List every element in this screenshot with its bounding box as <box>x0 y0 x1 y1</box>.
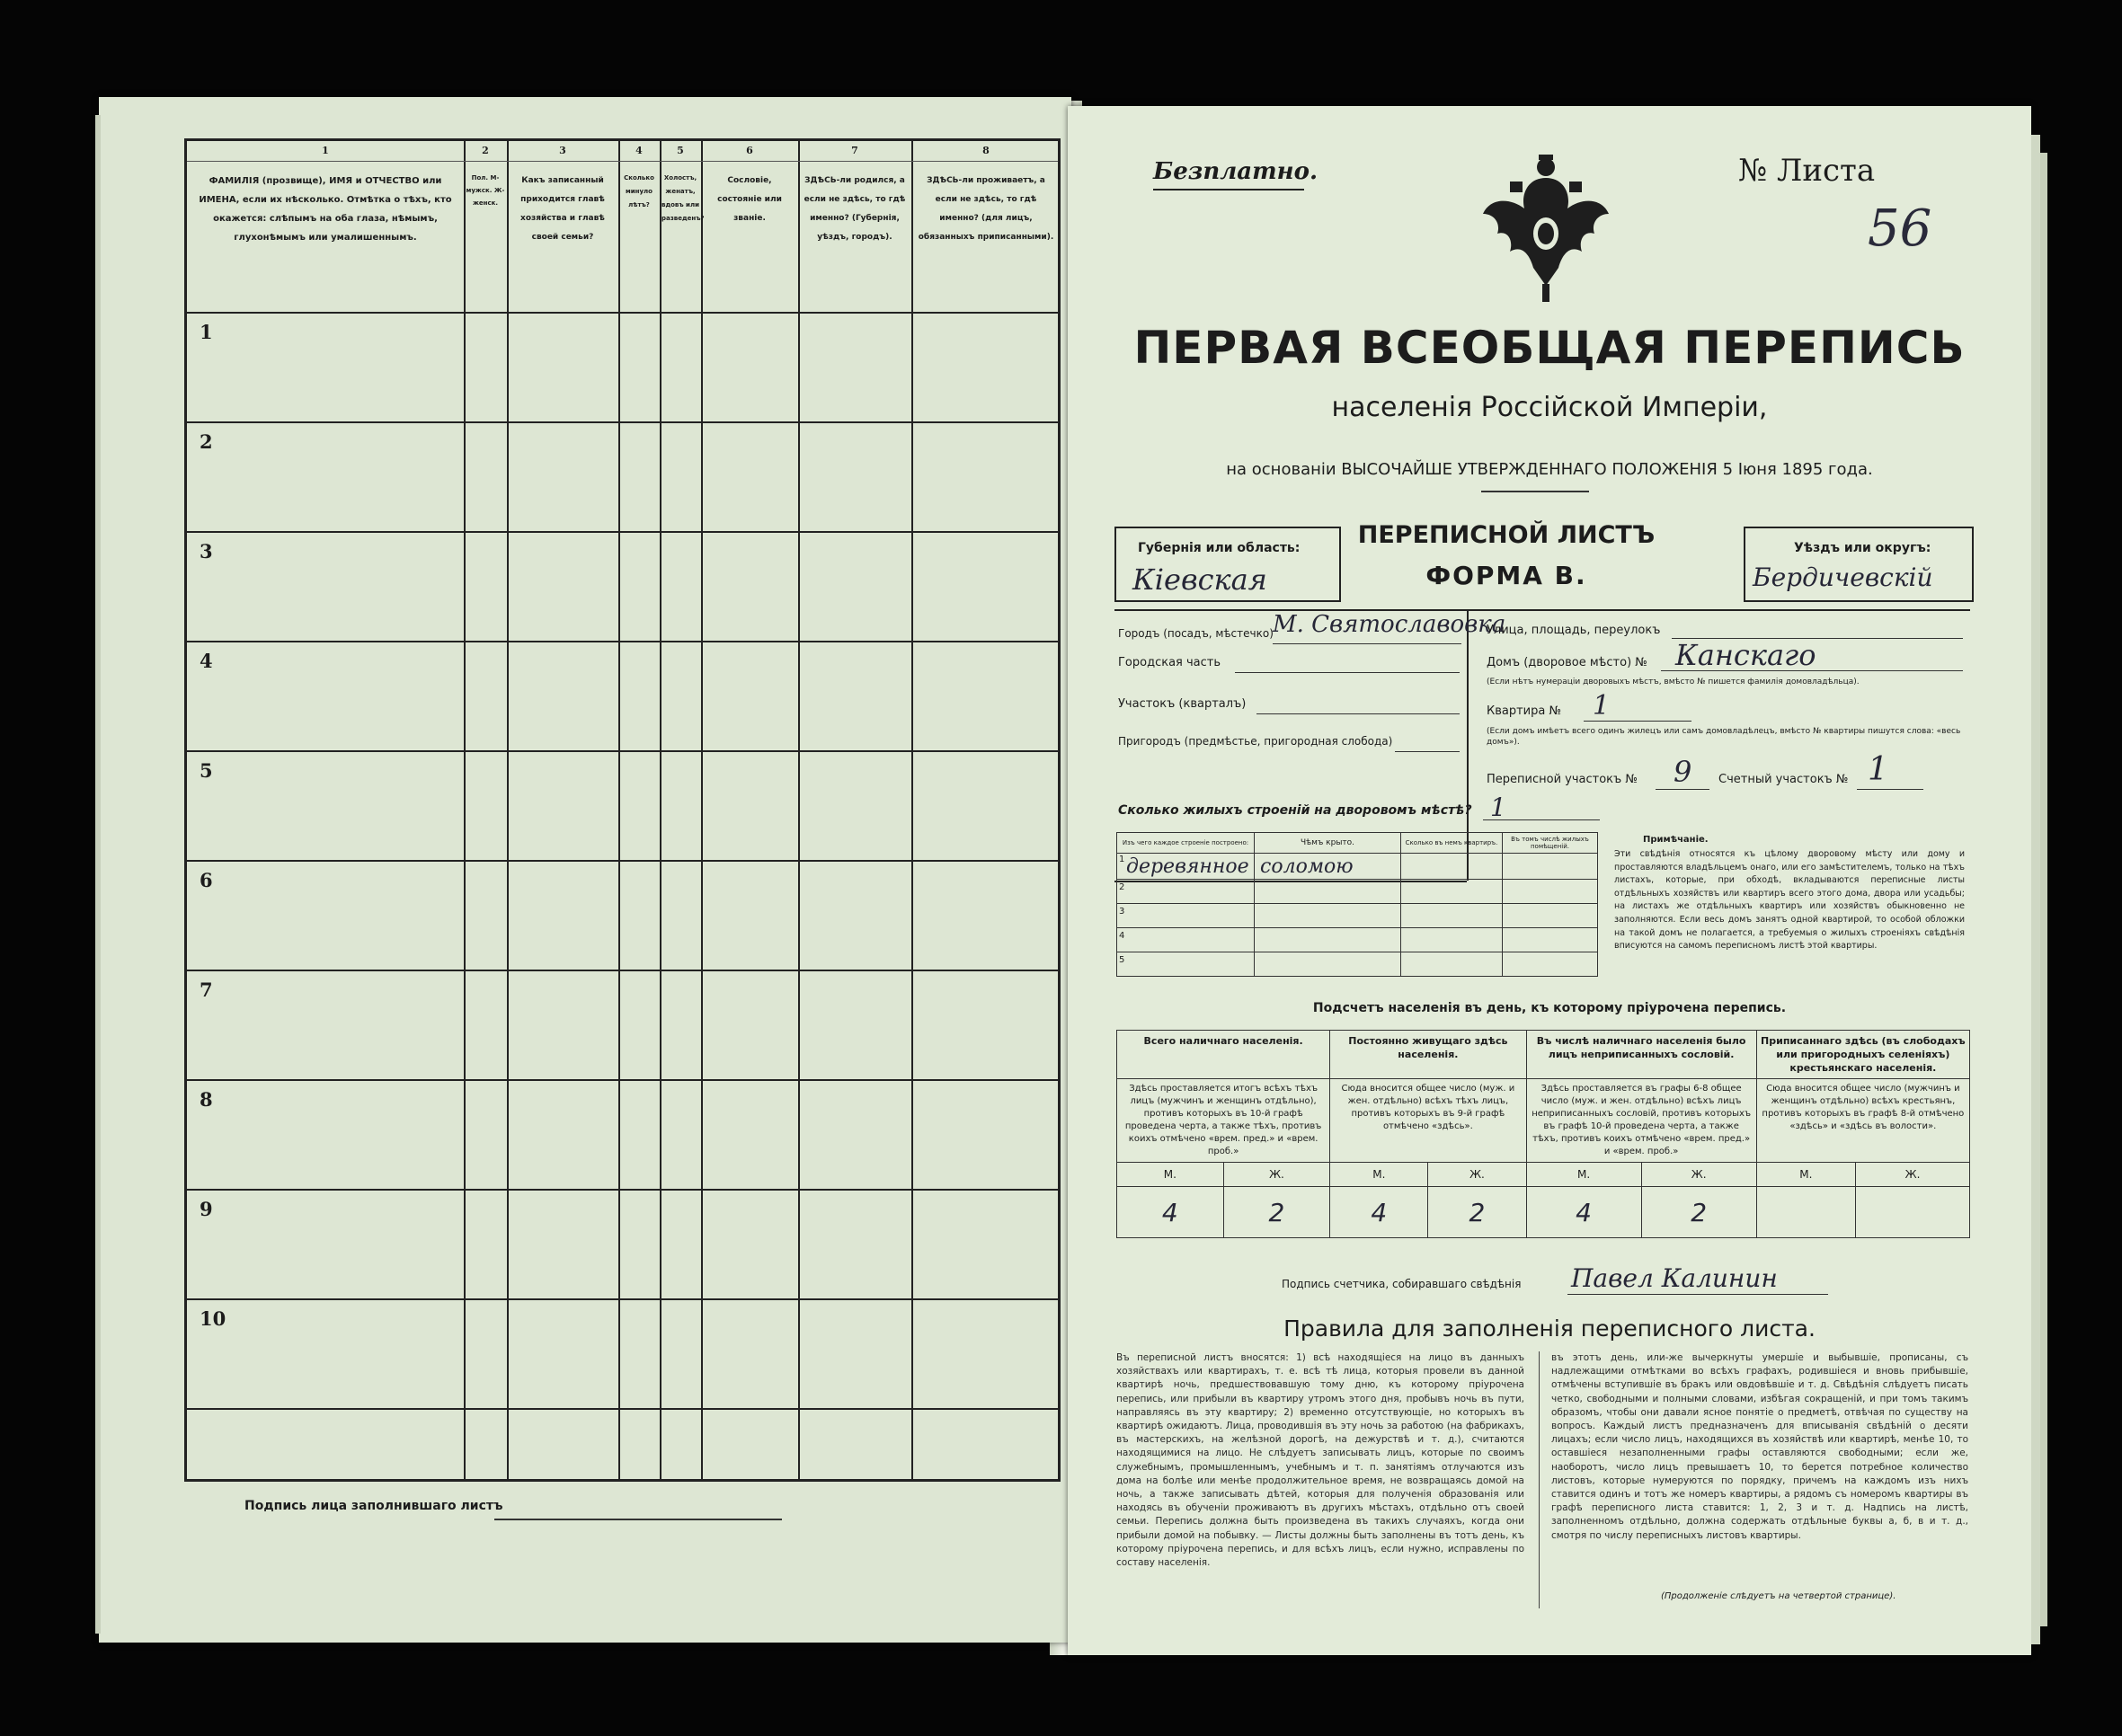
row-number-6: 6 <box>200 869 213 891</box>
apartment-label: Квартира № <box>1487 704 1562 718</box>
sheet-number-label: № Листа <box>1738 153 1876 189</box>
rules-continued: (Продолженіе слѣдуетъ на четвертой странице). <box>1661 1591 1896 1601</box>
building-row-number: 3 <box>1119 907 1125 917</box>
form-title: ПЕРЕПИСНОЙ ЛИСТЪ <box>1357 521 1656 549</box>
col-num-2: 2 <box>482 145 489 156</box>
buildings-value: 1 <box>1490 793 1506 822</box>
pop-value: 4 <box>1117 1187 1224 1238</box>
street-label: Улица, площадь, переулокъ <box>1487 624 1661 637</box>
counter-district-value: 1 <box>1868 751 1888 788</box>
city-part-label: Городская часть <box>1118 656 1221 669</box>
gubernia-value: Кіевская <box>1132 562 1267 597</box>
col-num-4: 4 <box>635 145 643 156</box>
pop-value: 4 <box>1526 1187 1641 1238</box>
page-title: ПЕРВАЯ ВСЕОБЩАЯ ПЕРЕПИСЬ <box>1133 322 1966 374</box>
enumerator-value: Павел Калинин <box>1571 1263 1778 1293</box>
sex-label: Ж. <box>1223 1163 1330 1187</box>
col-num-6: 6 <box>746 145 753 156</box>
sex-label: М. <box>1526 1163 1641 1187</box>
col-num-5: 5 <box>677 145 684 156</box>
uezd-value: Бердичевскій <box>1753 562 1933 592</box>
col-num-8: 8 <box>982 145 990 156</box>
col-header-residence: ЗДѢСЬ-ли проживаетъ, а если не здѣсь, то гдѣ именно? (для лицъ, обязанныхъ приписанными). <box>918 176 1054 242</box>
row-number-4: 4 <box>200 650 213 672</box>
pop-value: 2 <box>1641 1187 1756 1238</box>
row-number-1: 1 <box>200 321 213 343</box>
census-district-value: 9 <box>1674 755 1692 789</box>
gubernia-label: Губернія или область: <box>1138 541 1301 555</box>
pop-value: 2 <box>1428 1187 1526 1238</box>
sex-label: М. <box>1330 1163 1428 1187</box>
free-underline <box>1153 189 1304 190</box>
right-page-edge <box>2031 135 2040 1644</box>
city-label: Городъ (посадъ, мѣстечко) <box>1118 627 1274 640</box>
rules-column-2: въ этотъ день, или-же вычеркнуты умершіе и выбывшіе, прописаны, съ надлежащими отмѣтками во всѣхъ графахъ, родившіеся и вновь прибывшіе, отмѣчены вступившіе въ бракъ или овдовѣвшіе и т. д. Свѣдѣнія слѣдуетъ писать четко, свободными и полными словами, избѣгая сокращеній, и при томъ такимъ образомъ, чтобы они давали ясное понятіе о предметѣ, отвѣчая по существу на вопросъ. Каждый листъ предназначенъ для вписыванія свѣдѣній о десяти лицахъ; если число лицъ, находящихся въ хозяйствѣ или квартирѣ, менѣе 10, то оставшіеся незаполненными графы оставляются свободными; если же, наоборотъ, число лицъ превышаетъ 10, то берется потребное количество листовъ, которые нумеруются по порядку, причемъ на каждомъ изъ нихъ ставится одинъ и тотъ же номеръ квартиры, а рядомъ съ номеромъ квартиры въ графѣ переписного листа ставится: 1, 2, 3 и т. д. Надпись на листѣ, заполненномъ отдѣльно, должна содержать отдѣльные буквы а, б, в и т. д., смотря по числу переписныхъ листовъ квартиры. <box>1551 1352 1968 1541</box>
pop-desc-permanent: Сюда вносится общее число (муж. и жен. отдѣльно) всѣхъ тѣхъ лицъ, противъ которыхъ въ 9-й графѣ отмѣчено «здѣсь». <box>1330 1079 1526 1163</box>
row-number-2: 2 <box>200 430 213 453</box>
house-label: Домъ (дворовое мѣсто) № <box>1487 656 1647 669</box>
pop-value <box>1756 1187 1855 1238</box>
col-num-7: 7 <box>851 145 858 156</box>
person-table <box>184 138 1061 1482</box>
right-page-edge <box>2040 153 2047 1626</box>
page-subtitle: населенія Россійской Имперіи, <box>1331 392 1768 423</box>
buildings-header-material: Изъ чего каждое строеніе построено: <box>1117 833 1255 854</box>
row-number-8: 8 <box>200 1088 213 1111</box>
pop-head-peasant: Приписаннаго здѣсь (въ слободахъ или пригородныхъ селеніяхъ) крестьянскаго населенія. <box>1756 1031 1969 1079</box>
building-row-number: 1 <box>1119 855 1125 864</box>
note-text: Эти свѣдѣнія относятся къ цѣлому дворовому мѣсту или дому и проставляются владѣльцемъ онаго, или его замѣстителемъ, только на тѣхъ листахъ, которые, при обходѣ, вкладываются переписные листы отдѣльныхъ хозяйствъ или квартиръ всего этого дома, двора или усадьбы; на листахъ же отдѣльныхъ квартиръ или хозяйствъ обыкновенно не заполняются. Если весь домъ занятъ одной квартирой, то особой обложки на такой домъ не полагается, а требуемыя о жилыхъ строеніяхъ свѣдѣнія вписуются на самомъ переписномъ листѣ этой квартиры. <box>1614 849 1965 952</box>
building-roof: соломою <box>1260 855 1354 878</box>
counter-district-label: Счетный участокъ № <box>1718 773 1849 786</box>
pop-desc-nonpeasant: Здѣсь проставляется въ графы 6-8 общее число (муж. и жен. отдѣльно) всѣхъ лицъ неприписанныхъ сословій, противъ которыхъ въ графѣ 10-й проведена черта, а также тѣхъ, противъ коихъ отмѣчено «врем. пред.» и «врем. проб.» <box>1526 1079 1756 1163</box>
left-page-edge <box>95 115 101 1634</box>
pop-head-permanent: Постоянно живущаго здѣсь населенія. <box>1330 1031 1526 1079</box>
title-rule <box>1481 491 1589 492</box>
buildings-header-roof: Чѣмъ крыто. <box>1255 833 1401 854</box>
building-material: деревянное <box>1126 855 1249 878</box>
buildings-label: Сколько жилыхъ строеній на дворовомъ мѣстѣ? <box>1118 803 1472 818</box>
col-header-age: Сколько минуло лѣтъ? <box>624 174 654 208</box>
legal-basis: на основаніи ВЫСОЧАЙШЕ УТВЕРЖДЕННАГО ПОЛОЖЕНІЯ 5 Іюня 1895 года. <box>1226 460 1873 479</box>
rules-title: Правила для заполненія переписного листа. <box>1283 1315 1816 1342</box>
building-row-number: 4 <box>1119 931 1125 941</box>
row-number-9: 9 <box>200 1198 213 1220</box>
left-page <box>99 97 1071 1643</box>
col-header-relation: Какъ записанный приходится главѣ хозяйства и главѣ своей семьи? <box>520 176 605 242</box>
pop-value: 4 <box>1330 1187 1428 1238</box>
pop-head-present: Всего наличнаго населенія. <box>1117 1031 1330 1079</box>
form-name: ФОРМА В. <box>1425 561 1587 590</box>
apartment-value: 1 <box>1593 690 1611 722</box>
buildings-header-rooms: Въ томъ числѣ жилыхъ помѣщеній. <box>1503 833 1598 854</box>
row-number-5: 5 <box>200 759 213 782</box>
note-heading: Примѣчаніе. <box>1643 835 1709 845</box>
col-header-estate: Сословіе, состояніе или званіе. <box>717 176 782 223</box>
pop-desc-present: Здѣсь проставляется итогъ всѣхъ тѣхъ лицъ (мужчинъ и женщинъ отдѣльно), противъ которыхъ въ 10-й графѣ проведена черта, а также тѣхъ, противъ коихъ отмѣчено «врем. пред.» и «врем. проб.» <box>1117 1079 1330 1163</box>
col-header-sex: Пол. М-мужск. Ж-женск. <box>466 174 505 207</box>
col-header-birthplace: ЗДѢСЬ-ли родился, а если не здѣсь, то гдѣ именно? (Губернія, уѣздъ, городъ). <box>804 176 906 242</box>
imperial-eagle-emblem <box>1474 151 1618 304</box>
row-number-10: 10 <box>200 1307 226 1330</box>
sex-label: Ж. <box>1856 1163 1970 1187</box>
sex-label: Ж. <box>1428 1163 1526 1187</box>
suburb-label: Пригородъ (предмѣстье, пригородная слобода) <box>1118 735 1393 748</box>
house-note: (Если нѣтъ нумераціи дворовыхъ мѣстъ, вмѣсто № пишется фамилія домовладѣльца). <box>1487 678 1860 686</box>
pop-desc-peasant: Сюда вносится общее число (мужчинъ и женщинъ отдѣльно) всѣхъ крестьянъ, противъ которыхъ въ графѣ 8-й отмѣчено «здѣсь» и «здѣсь въ волости». <box>1756 1079 1969 1163</box>
buildings-header-apartments: Сколько въ немъ квартиръ. <box>1401 833 1503 854</box>
signature-line <box>494 1519 782 1520</box>
population-heading: Подсчетъ населенія въ день, къ которому пріурочена перепись. <box>1312 1001 1787 1015</box>
population-table <box>1116 1030 1970 1238</box>
col-num-3: 3 <box>559 145 566 156</box>
enumerator-label: Подпись счетчика, собиравшаго свѣдѣнія <box>1282 1278 1522 1290</box>
col-header-marital: Холостъ, женатъ, вдовъ или разведенъ? <box>661 174 705 222</box>
col-num-1: 1 <box>322 145 329 156</box>
city-value: М. Святославовка <box>1273 611 1506 638</box>
rules-column-1: Въ переписной листъ вносятся: 1) всѣ находящіеся на лицо въ данныхъ хозяйствахъ или квартирахъ, т. е. всѣ тѣ лица, которыя провели въ данной квартирѣ ночь, предшествовавшую тому дню, къ которому пріурочена перепись, или прибыли въ квартиру утромъ этого дня, пробывъ ночь въ пути, направляясь въ эту квартиру; 2) временно отсутствующіе, но которыхъ въ квартирѣ ожидаютъ. Лица, проводившія въ эту ночь за работою (на фабрикахъ, въ мастерскихъ, на желѣзной дорогѣ, на дежурствѣ и т. д.), считаются находящимися на лицо. Не слѣдуетъ записывать лицъ, которые по своимъ служебнымъ, промышленнымъ, учебнымъ и т. п. занятіямъ отлучаются изъ дома на болѣе или менѣе продолжительное время, не возвращаясь домой на ночь, а также записывать дѣтей, которыя для полученія образованія или находясь въ обученіи проживаютъ въ другихъ мѣстахъ, отдѣльно отъ своей семьи. Перепись должна быть произведена въ такихъ случаяхъ, когда они прибыли домой на побывку. — Листы должны быть заполнены въ тотъ день, къ которому пріурочена перепись, и для всѣхъ лицъ, если нужно, исправлены по составу населенія. <box>1116 1352 1524 1569</box>
rules-divider <box>1539 1351 1540 1608</box>
pop-value: 2 <box>1223 1187 1330 1238</box>
building-row-number: 2 <box>1119 882 1125 892</box>
free-label: Безплатно. <box>1153 158 1318 185</box>
sex-label: М. <box>1117 1163 1224 1187</box>
col-header-name: ФАМИЛІЯ (прозвище), ИМЯ и ОТЧЕСТВО или ИМЕНА, если их нѣсколько. Отмѣтка о тѣхъ, кто окажется: слѣпымъ на оба глаза, нѣмымъ, глухонѣмымъ или умалишеннымъ. <box>199 176 452 243</box>
signature-label: Подпись лица заполнившаго листъ <box>244 1499 503 1513</box>
building-row-number: 5 <box>1119 955 1125 965</box>
census-district-label: Переписной участокъ № <box>1487 773 1638 786</box>
sex-label: Ж. <box>1641 1163 1756 1187</box>
row-number-3: 3 <box>200 540 213 562</box>
right-page <box>1068 106 2031 1655</box>
apartment-note: (Если домъ имѣетъ всего одинъ жилецъ или самъ домовладѣлецъ, вмѣсто № квартиры пишутся слова: «весь домъ»). <box>1487 727 1961 747</box>
sex-label: М. <box>1756 1163 1855 1187</box>
buildings-table <box>1116 832 1598 977</box>
sheet-number-value: 56 <box>1868 199 1932 258</box>
row-number-7: 7 <box>200 979 213 1001</box>
uezd-label: Уѣздъ или округъ: <box>1794 541 1931 555</box>
district-label: Участокъ (кварталъ) <box>1118 697 1247 711</box>
pop-head-nonpeasant: Въ числѣ наличнаго населенія было лицъ неприписанныхъ сословій. <box>1526 1031 1756 1079</box>
house-value: Канскаго <box>1675 638 1816 672</box>
pop-value <box>1856 1187 1970 1238</box>
